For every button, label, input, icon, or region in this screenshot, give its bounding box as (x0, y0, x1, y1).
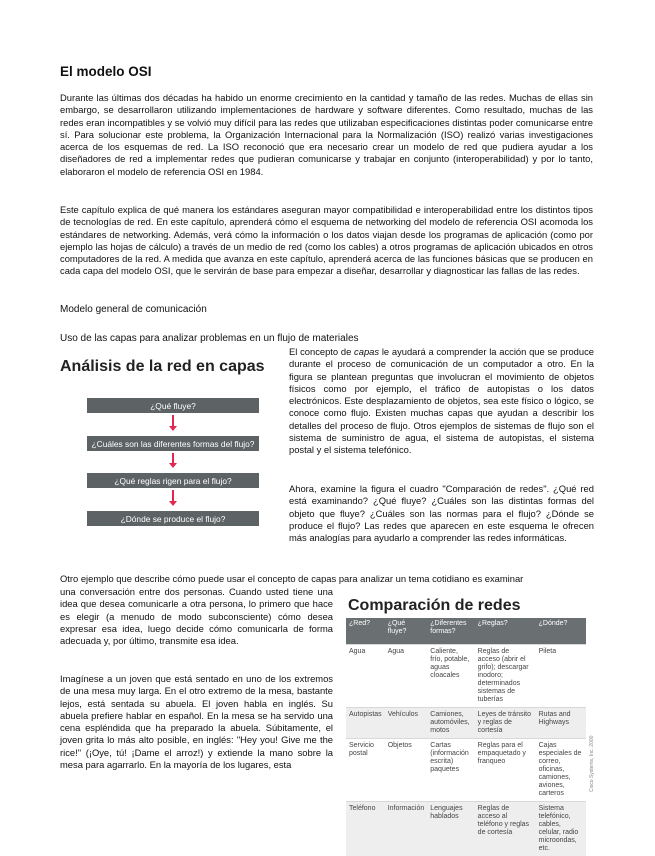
table-cell: Camiones, automóviles, motos (427, 708, 474, 739)
comparison-title: Comparación de redes (348, 597, 521, 615)
table-cell: Agua (385, 645, 428, 708)
figure-layers (60, 358, 270, 538)
table-cell: Pileta (536, 645, 586, 708)
down-arrow-icon (172, 415, 174, 427)
table-cell: Reglas para el empaquetado y franqueo (475, 739, 536, 802)
table-row (346, 739, 586, 802)
table-cell: Sistema telefónico, cables, celular, radio microondas, etc. (536, 802, 586, 856)
table-cell: Leyes de tránsito y reglas de cortesía (475, 708, 536, 739)
table-cell: Servicio postal (346, 739, 385, 802)
column-header: ¿Dónde? (536, 618, 586, 645)
page-title: El modelo OSI (60, 64, 152, 79)
example-lead-line: Otro ejemplo que describe cómo puede usar el concepto de capas para analizar un tema cotidiano es examinar (60, 573, 600, 585)
example-paragraph-1: una conversación entre dos personas. Cuando usted tiene una idea que desea comunicarle a otra persona, lo primero que hace es elegir (a menudo de modo subconsciente) cómo desea expresar esa idea, luego decide cómo comunicarla de forma adecuada y, por último, transmite esa idea. (60, 586, 333, 647)
chapter-paragraph: Este capítulo explica de qué manera los estándares aseguran mayor compatibilidad e interoperabilidad entre los distintos tipos de tecnologías de red. En este capítulo, aprenderá cómo el esquema de networking del modelo de referencia OSI acomoda los estándares de networking. Además, verá cómo la información o los datos viajan desde los programas de aplicación (como por ejemplo las hojas de cálculo) a través de un medio de red (como los cables) a otros programas de aplicación ubicados en otros computadores de la red. A medida que avanza en este capítulo, aprenderá acerca de las funciones básicas que se producen en cada capa del modelo OSI, que le servirán de base para empezar a diseñar, desarrollar y diagnosticar las fallas de las redes. (60, 204, 593, 278)
column-header: ¿Reglas? (475, 618, 536, 645)
down-arrow-icon (172, 490, 174, 502)
table-cell: Cartas (información escrita) paquetes (427, 739, 474, 802)
flow-step: ¿Dónde se produce el flujo? (87, 511, 259, 526)
column-header: ¿Qué fluye? (385, 618, 428, 645)
flow-step: ¿Qué reglas rigen para el flujo? (87, 473, 259, 488)
table-cell: Objetos (385, 739, 428, 802)
table-cell: Autopistas (346, 708, 385, 739)
table-cell: Teléfono (346, 802, 385, 856)
intro-paragraph: Durante las últimas dos décadas ha habido un enorme crecimiento en la cantidad y tamaño de las redes. Muchas de ellas sin embargo, se desarrollaron utilizando implementaciones de hardware y software diferentes. Como resultado, muchas de las redes eran incompatibles y se volvió muy difícil para las redes que utilizaban especificaciones distintas poder comunicarse entre sí. Para solucionar este problema, la Organización Internacional para la Normalización (ISO) realizó varias investigaciones acerca de los esquemas de red. La ISO reconoció que era necesario crear un modelo de red que pudiera ayudar a los diseñadores de red a implementar redes que pudieran comunicarse y trabajar en conjunto (interoperabilidad) y por lo tanto, elaboraron el modelo de referencia OSI en 1984. (60, 92, 593, 178)
figure-layers-title: Análisis de la red en capas (60, 358, 265, 376)
figure-comparison (346, 597, 596, 797)
down-arrow-icon (172, 453, 174, 464)
section-heading: Modelo general de comunicación (60, 304, 207, 315)
emphasis-capas: capas (354, 346, 379, 357)
table-cell: Información (385, 802, 428, 856)
column-header: ¿Diferentes formas? (427, 618, 474, 645)
layers-paragraph-2: Ahora, examine la figura el cuadro "Comparación de redes". ¿Qué red está examinando? ¿Qué fluye? ¿Cuáles son las distintas formas del objeto que fluye? ¿Cuáles son las normas para el flujo? ¿Dónde se produce el flujo? Las redes que aparecen en este esquema le ofrecen más analogías para ayudarlo a comprender las redes informáticas. (289, 483, 594, 544)
table-cell: Vehículos (385, 708, 428, 739)
table-cell: Caliente, frío, potable, aguas cloacales (427, 645, 474, 708)
example-paragraph-2: Imagínese a un joven que está sentado en uno de los extremos de una mesa muy larga. En el otro extremo de la mesa, bastante lejos, está sentada su abuela. El joven habla en inglés. Su abuela prefiere hablar en español. En la mesa se ha servido una cena espléndida que ha preparado la abuela. Súbitamente, el joven grita lo más alto posible, en inglés: "Hey you! Give me the rice!" (¡Oye, tú! ¡Dame el arroz!) y extiende la mano sobre la mesa para agarrarlo. En la mayoría de los lugares, esta (60, 673, 333, 771)
table-row (346, 708, 586, 739)
comparison-table (346, 618, 586, 856)
table-cell: Reglas de acceso al teléfono y reglas de cortesía (475, 802, 536, 856)
flow-step: ¿Qué fluye? (87, 398, 259, 413)
table-cell: Agua (346, 645, 385, 708)
figure-credit: Cisco Systems, Inc. 2000 (589, 717, 595, 792)
table-cell: Reglas de acceso (abrir el grifo); descargar inodoro; determinados sistemas de tuberías (475, 645, 536, 708)
table-row (346, 645, 586, 708)
table-cell: Cajas especiales de correo, oficinas, camiones, aviones, carteros (536, 739, 586, 802)
column-header: ¿Red? (346, 618, 385, 645)
subsection-heading: Uso de las capas para analizar problemas en un flujo de materiales (60, 333, 359, 344)
table-header-row (346, 618, 586, 645)
flow-step: ¿Cuáles son las diferentes formas del flujo? (87, 436, 259, 451)
table-cell: Lenguajes hablados (427, 802, 474, 856)
table-cell: Rutas and Highways (536, 708, 586, 739)
layers-paragraph-1: El concepto de capas le ayudará a comprender la acción que se produce durante el proceso de comunicación de un computador a otro. En la figura se plantean preguntas que involucran el movimiento de objetos físicos como por ejemplo, el tráfico de autopistas o los datos electrónicos. Este desplazamiento de objetos, sea este físico o lógico, se conoce como flujo. Existen muchas capas que ayudan a describir los detalles del proceso de flujo. Otros ejemplos de sistemas de flujo son el sistema de suministro de agua, el sistema de autopistas, el sistema postal y el sistema telefónico. (289, 346, 594, 457)
layers-flow-diagram (87, 398, 259, 538)
